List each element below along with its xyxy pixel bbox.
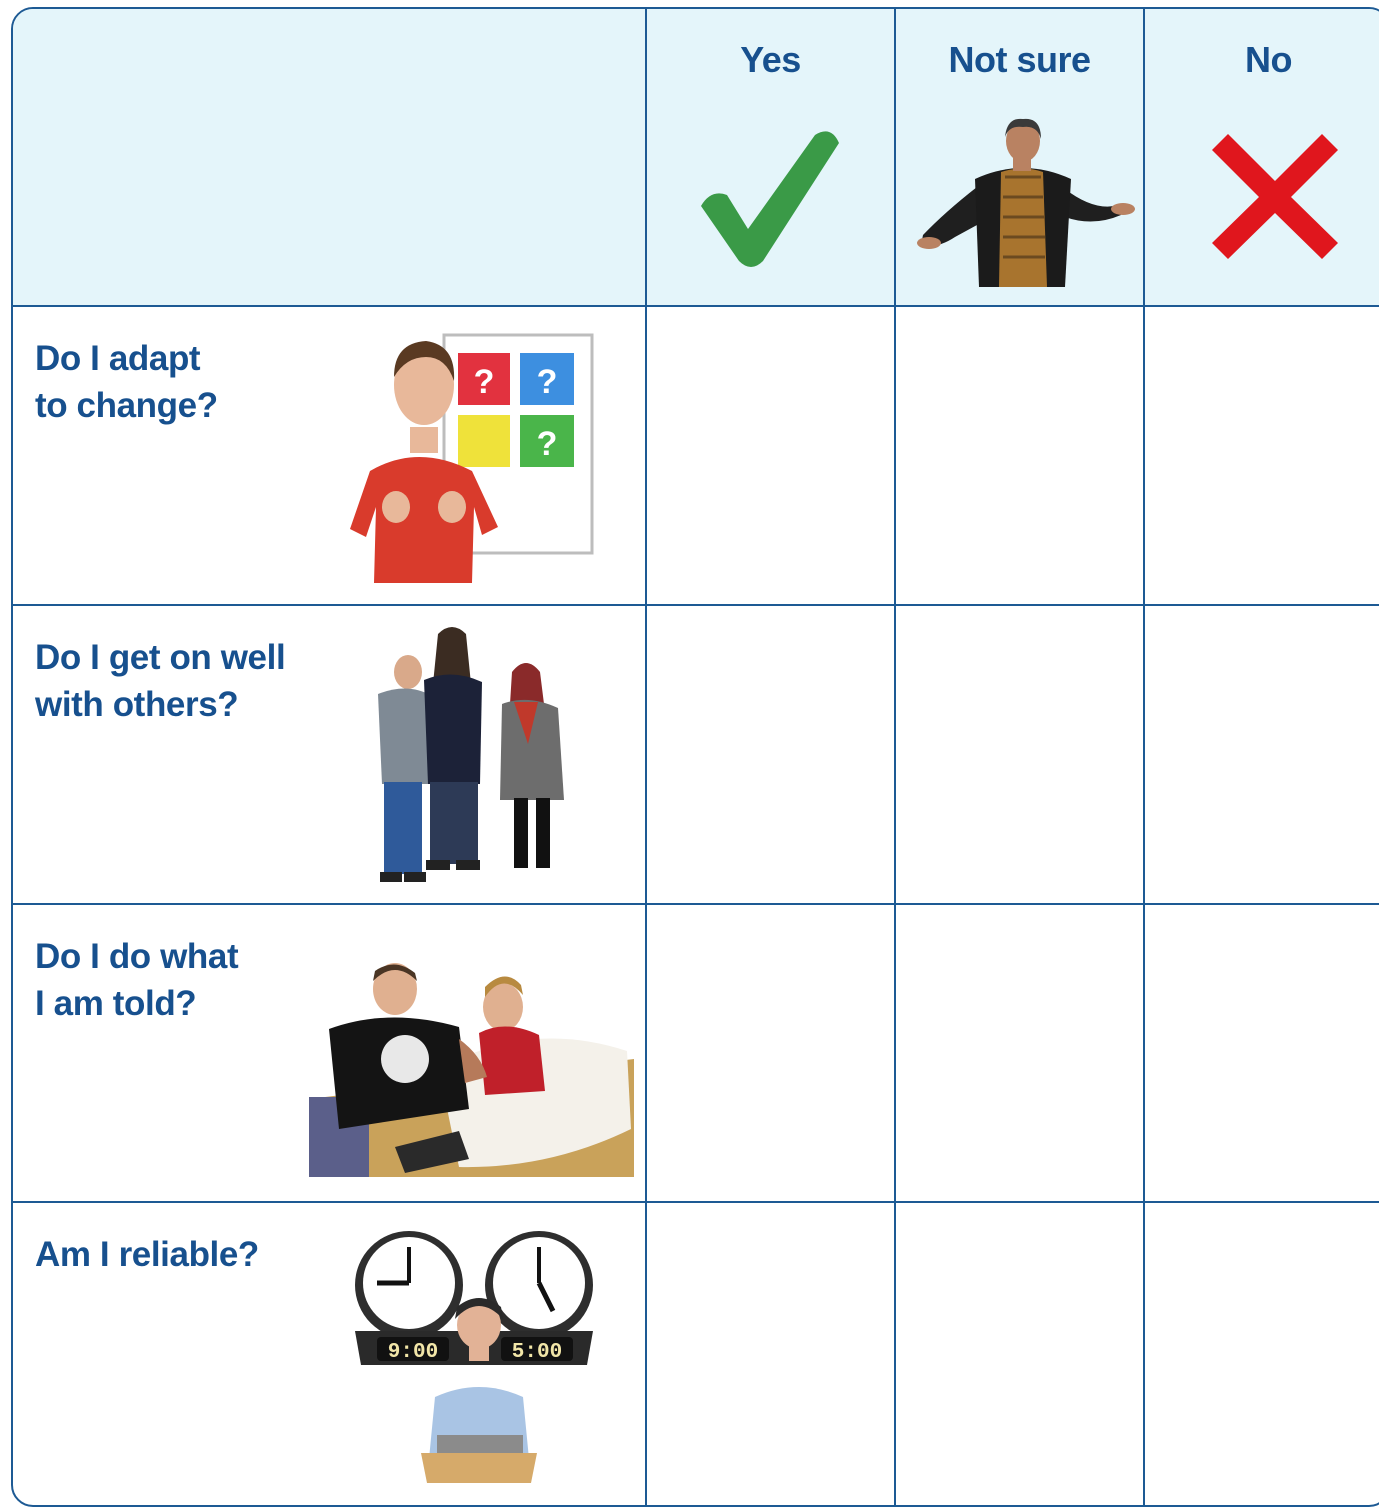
people-talking-picture (368, 624, 568, 889)
checkmark-icon (693, 121, 843, 271)
answer-cell-yes[interactable] (647, 905, 894, 1201)
cross-icon (1208, 129, 1343, 264)
question-reliable: Am I reliable? (35, 1235, 259, 1274)
answer-cell-not-sure[interactable] (896, 1203, 1143, 1503)
answer-cell-yes[interactable] (647, 307, 894, 604)
clock-end-time: 5:00 (511, 1341, 563, 1364)
answer-cell-not-sure[interactable] (896, 307, 1143, 604)
answer-cell-not-sure[interactable] (896, 905, 1143, 1201)
shrugging-woman-icon (915, 117, 1135, 292)
column-header-yes: Yes (740, 39, 801, 80)
answer-cell-yes[interactable] (647, 1203, 894, 1503)
question-get-on-well: Do I get on well with others? (35, 638, 286, 724)
clock-start-time: 9:00 (387, 1341, 439, 1364)
svg-text:?: ? (536, 363, 558, 401)
question-adapt-to-change: Do I adapt to change? (35, 339, 218, 425)
boy-with-question-marks-picture (348, 331, 598, 586)
answer-cell-not-sure[interactable] (896, 606, 1143, 903)
answer-cell-yes[interactable] (647, 606, 894, 903)
survey-table (11, 7, 1379, 1507)
question-do-what-told: Do I do what I am told? (35, 937, 239, 1023)
svg-text:?: ? (536, 425, 558, 463)
worker-with-clocks-picture (353, 1227, 593, 1485)
svg-text:?: ? (473, 363, 495, 401)
answer-cell-no[interactable] (1145, 606, 1379, 903)
answer-cell-no[interactable] (1145, 905, 1379, 1201)
answer-cell-no[interactable] (1145, 1203, 1379, 1503)
people-at-desk-picture (309, 959, 634, 1177)
column-header-not-sure: Not sure (948, 39, 1091, 80)
answer-cell-no[interactable] (1145, 307, 1379, 604)
column-header-no: No (1245, 39, 1292, 80)
